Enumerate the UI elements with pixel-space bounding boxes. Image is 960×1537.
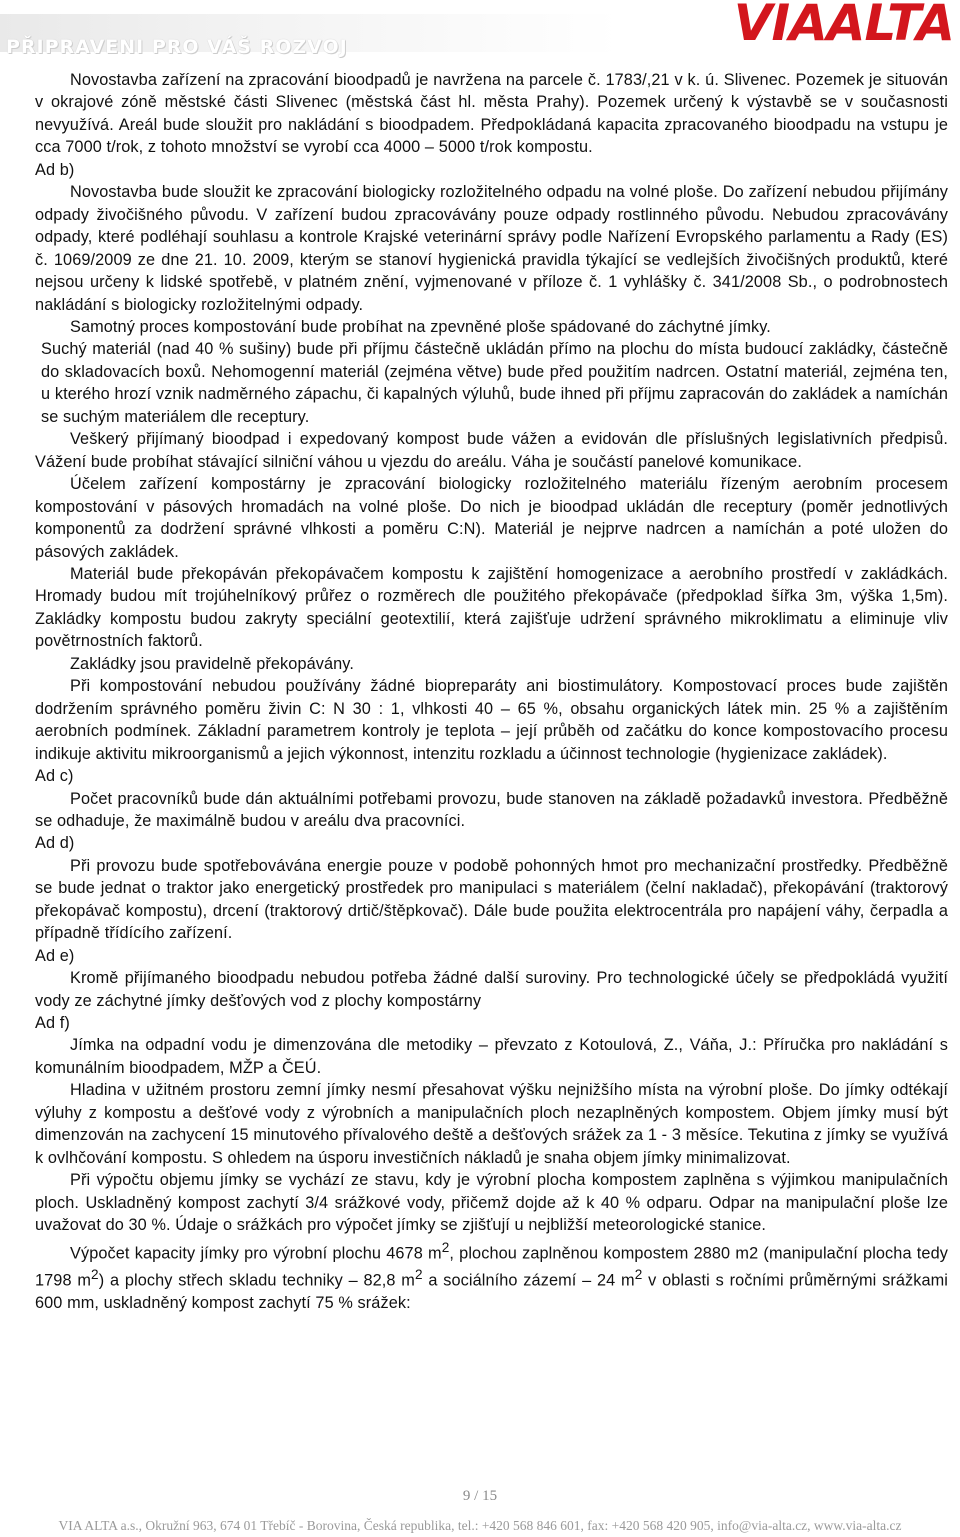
- paragraph-dry-material: Suchý materiál (nad 40 % sušiny) bude při příjmu částečně ukládán přímo na plochu do místa budoucí zakládky, částečně do skladovacích boxů. Nehomogenní materiál (zejména větve) bude před použitím nadrcen. Ostatní materiál, zejména ten, u kterého hrozí vznik nadměrného zápachu, či kapalných výluhů, bude ihned při příjmu zapracován do zakládek a namíchán se suchým materiálem dle receptury.: [41, 340, 948, 426]
- header-slogan: PŘIPRAVENI PRO VÁŠ ROZVOJ: [6, 36, 348, 58]
- capacity-text-1: Výpočet kapacity jímky pro výrobní plochu 4678 m: [70, 1243, 442, 1262]
- page-header: [0, 0, 960, 58]
- paragraph-ad-b: Novostavba bude sloužit ke zpracování biologicky rozložitelného odpadu na volné ploše. Do zařízení nebudou přijímány odpady živočišného původu. V zařízení budou zpracovávány pouze odpady rostlinného původu. Nebudou zpracovávány odpady, které podléhají souhlasu a kontrole Krajské veterinární správy podle Nařízení Evropského parlamentu a Rady (ES) č. 1069/2009 ze dne 21. 10. 2009, kterým se stanoví hygienická pravidla týkající se vedlejších živočišných produktů, které nejsou určeny k lidské spotřebě, v platném znění, vyjmenované v příloze č. 1 vyhlášky č. 341/2008 Sb., o podrobnostech nakládání s biologicky rozložitelnými odpady.: [35, 183, 948, 314]
- document-body: [35, 69, 948, 1315]
- superscript-2: 2: [91, 1267, 99, 1283]
- paragraph-tank-level: Hladina v užitném prostoru zemní jímky nesmí přesahovat výšku nejnižšího místa na výrobní ploše. Do jímky odtékají výluhy z kompostu a dešťové vody z výrobních a manipulačních ploch nezaplněných kompostem. Objem jímky musí být dimenzován na zachycení 15 minutového přívalového deště a dešťových srážek za 1 - 3 měsíce. Tekutina z jímky se využívá k ovlhčování kompostu. S ohledem na úsporu investičních nákladů je snaha objem jímky minimalizovat.: [35, 1081, 948, 1167]
- section-heading-ad-e: Ad e): [35, 946, 75, 965]
- paragraph-ad-c: Počet pracovníků bude dán aktuálními potřebami provozu, bude stanoven na základě požadavků investora. Předběžně se odhaduje, že maximálně budou v areálu dva pracovníci.: [35, 789, 948, 830]
- paragraph-turning: Materiál bude překopáván překopávačem kompostu k zajištění homogenizace a aerobního prostředí v zakládkách. Hromady budou mít trojúhelníkový průřez o rozměrech dle použitého překopávače (předpoklad šířka 3m, výška 1,5m). Zakládky kompostu budou zakryty speciální geotextilií, která zajišťuje udržení správného mikroklimatu a eliminuje vliv povětrnostních faktorů.: [35, 564, 948, 651]
- section-heading-ad-d: Ad d): [35, 834, 75, 853]
- paragraph-purpose: Účelem zařízení kompostárny je zpracování biologicky rozložitelného materiálu řízeným aerobním procesem kompostování v pásových hromadách na volné ploše. Do nich je bioodpad ukládán dle receptury (poměr jednotlivých komponentů za dodržení správné vlhkosti a poměru C:N). Materiál je nejprve nadrcen a namíchán a poté uložen do pásových zakládek.: [35, 475, 948, 561]
- capacity-text-5: v oblasti s ročními průměrnými srážkami 600 mm, uskladněný kompost zachytí 75 % srážek:: [35, 1271, 949, 1313]
- superscript-4: 2: [634, 1267, 643, 1283]
- section-heading-ad-f: Ad f): [35, 1014, 70, 1033]
- paragraph-composting-process: Samotný proces kompostování bude probíhat na zpevněné ploše spádované do záchytné jímky.: [70, 317, 771, 336]
- paragraph-tank-capacity: [35, 1237, 948, 1315]
- superscript-1: 2: [441, 1239, 450, 1255]
- capacity-text-2: , plochou zaplněnou kompostem 2880 m2 (manipulační plocha tedy 1798 m: [35, 1243, 948, 1290]
- paragraph-ad-f: Jímka na odpadní vodu je dimenzována dle metodiky – převzato z Kotoulová, Z., Váňa, J.: Příručka pro nakládání s komunálním bioodpadem, MŽP a ČEÚ.: [35, 1036, 948, 1077]
- paragraph-ad-e: Kromě přijímaného bioodpadu nebudou potřeba žádné další suroviny. Pro technologické účely se předpokládá využití vody ze záchytné jímky dešťových vod z plochy kompostárny: [35, 969, 948, 1010]
- company-logo: VIAALTA: [733, 0, 954, 52]
- paragraph-ad-d: Při provozu bude spotřebovávána energie pouze v podobě pohonných hmot pro mechanizační prostředky. Předběžně se bude jednat o traktor jako energetický prostředek pro manipulaci s materiálem (čelní nakladač), překopávání (traktorový překopávač kompostu), drcení (traktorový drtič/štěpkovač). Dále bude použita elektrocentrála pro napájení váhy, čerpadla a případně třídícího zařízení.: [35, 856, 948, 943]
- paragraph-biopreparations: Při kompostování nebudou používány žádné biopreparáty ani biostimulátory. Kompostovací proces bude zajištěn dodržením správného poměru živin C: N 30 : 1, vlhkosti 40 – 65 %, obsahu organických látek min. 25 % a zajištěním aerobních podmínek. Základní parametrem kontroly je teplota – její průběh od začátku do konce kompostovacího procesu indikuje aktivitu mikroorganismů a jejich výkonnost, intenzitu rozkladu a účinnost technologie (hygienizace zakládek).: [35, 677, 948, 763]
- header-banner: [0, 14, 620, 58]
- paragraph-tank-volume: Při výpočtu objemu jímky se vychází ze stavu, kdy je výrobní plocha kompostem zaplněna s výjimkou manipulačních ploch. Uskladněný kompost zachytí 3/4 srážkové vody, přičemž dojde až k 40 % odparu. Odpar na manipulační ploše lze uvažovat do 30 %. Údaje o srážkách pro výpočet jímky se zjišťují u nejbližší meteorologické stanice.: [35, 1171, 948, 1235]
- section-heading-ad-b: Ad b): [35, 160, 75, 179]
- superscript-3: 2: [414, 1267, 423, 1283]
- paragraph-intro: Novostavba zařízení na zpracování bioodpadů je navržena na parcele č. 1783/,21 v k. ú. Slivenec. Pozemek je situován v okrajové zóně městské části Slivenec (městská část hl. města Prahy). Pozemek určený k výstavbě se v současnosti nevyužívá. Areál bude sloužit pro nakládání s bioodpadem. Předpokládaná kapacita zpracovaného bioodpadu na vstupu je cca 7000 t/rok, z tohoto množství se vyrobí cca 4000 – 5000 t/rok kompostu.: [35, 71, 948, 157]
- capacity-text-3: ) a plochy střech skladu techniky – 82,8 m: [98, 1271, 415, 1290]
- page-number: 9 / 15: [462, 1488, 498, 1504]
- page-footer: VIA ALTA a.s., Okružní 963, 674 01 Třebíč - Borovina, Česká republika, tel.: +420 568 846 601, fax: +420 568 420 905, info@via-alta.cz, www.via-alta.cz: [58, 1518, 902, 1533]
- capacity-text-4: a sociálního zázemí – 24 m: [422, 1271, 635, 1290]
- paragraph-weighing: Veškerý přijímaný bioodpad i expedovaný kompost bude vážen a evidován dle příslušných legislativních předpisů. Vážení bude probíhat stávající silniční váhou u vjezdu do areálu. Váha je součástí panelové komunikace.: [35, 430, 948, 471]
- section-heading-ad-c: Ad c): [35, 767, 74, 786]
- paragraph-turning-regular: Zakládky jsou pravidelně překopávány.: [70, 654, 354, 673]
